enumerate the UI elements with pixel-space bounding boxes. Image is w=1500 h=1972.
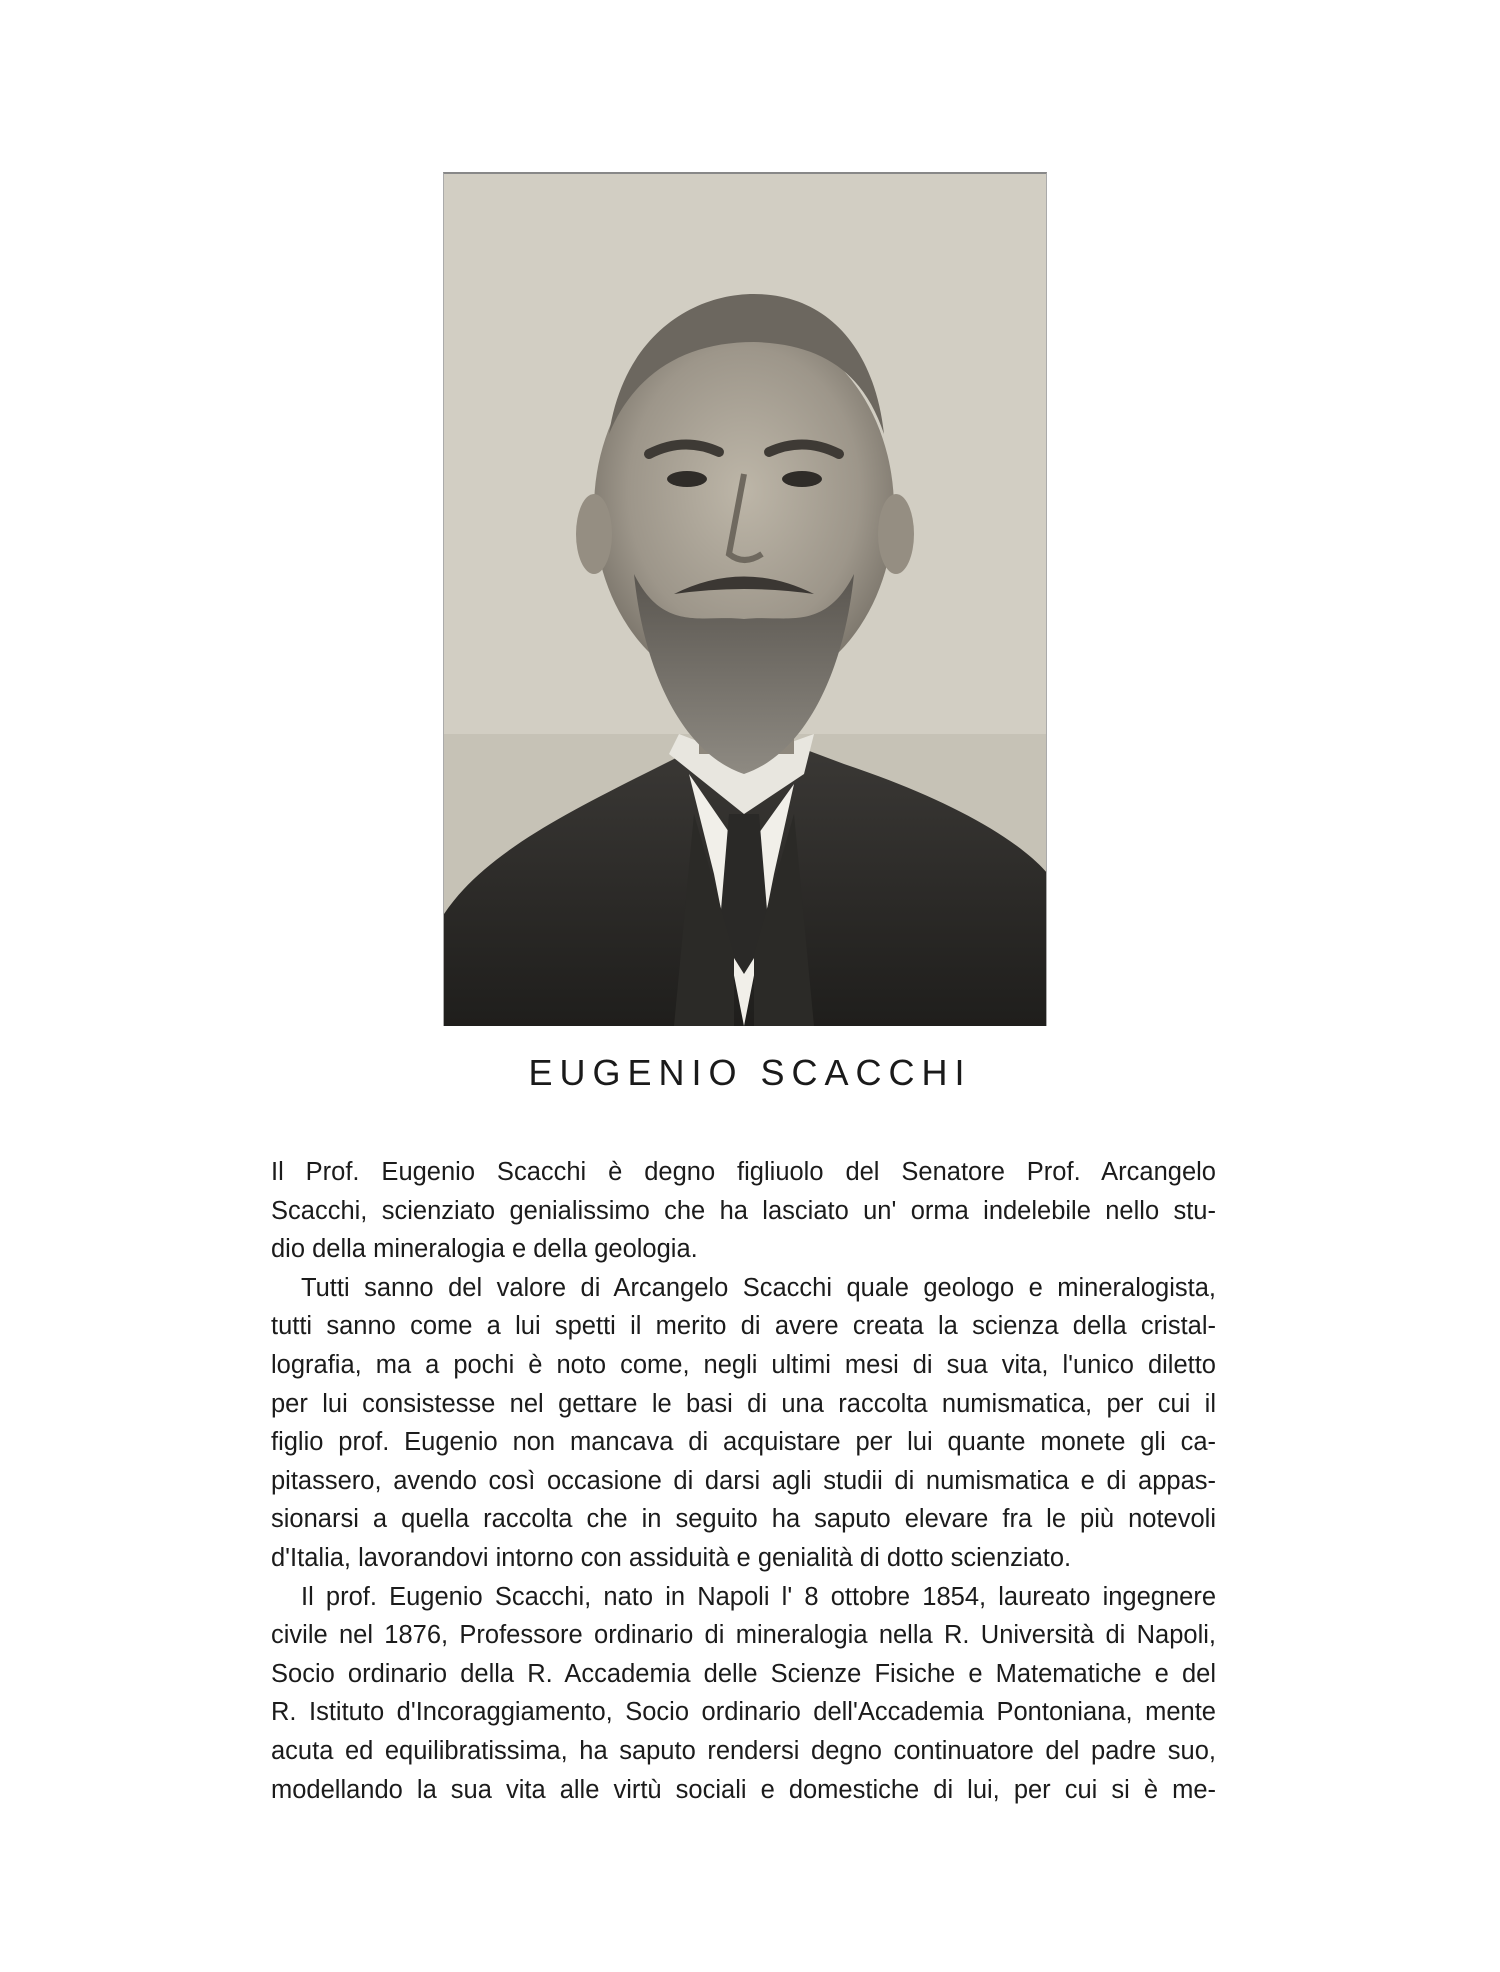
- text-line: pitassero, avendo così occasione di darsi agli studii di numismatica e di appas-: [271, 1466, 1216, 1495]
- text-line: modellando la sua vita alle virtù sociali e domestiche di lui, per cui si è me-: [271, 1775, 1216, 1804]
- text-line: R. Istituto d'Incoraggiamento, Socio ordinario dell'Accademia Pontoniana, mente: [271, 1698, 1216, 1727]
- paragraph-1: [271, 1153, 1216, 1269]
- text-line: acuta ed equilibratissima, ha saputo rendersi degno continuatore del padre suo,: [271, 1736, 1216, 1765]
- text-line: Scacchi, scienziato genialissimo che ha lasciato un' orma indelebile nello stu-: [271, 1196, 1216, 1225]
- text-line: sionarsi a quella raccolta che in seguito ha saputo elevare fra le più notevoli: [271, 1505, 1216, 1534]
- text-line: Il Prof. Eugenio Scacchi è degno figliuolo del Senatore Prof. Arcangelo: [271, 1158, 1216, 1186]
- text-line: dio della mineralogia e della geologia.: [271, 1235, 698, 1264]
- text-line: tutti sanno come a lui spetti il merito di avere creata la scienza della cristal-: [271, 1312, 1216, 1341]
- text-line: lografia, ma a pochi è noto come, negli ultimi mesi di sua vita, l'unico diletto: [271, 1350, 1216, 1379]
- text-line: Il prof. Eugenio Scacchi, nato in Napoli l' 8 ottobre 1854, laureato ingegnere: [301, 1582, 1216, 1611]
- text-line: per lui consistesse nel gettare le basi di una raccolta numismatica, per cui il: [271, 1389, 1216, 1418]
- text-line: d'Italia, lavorandovi intorno con assiduità e genialità di dotto scienziato.: [271, 1543, 1072, 1572]
- text-line: civile nel 1876, Professore ordinario di mineralogia nella R. Università di Napoli,: [271, 1621, 1216, 1650]
- text-line: figlio prof. Eugenio non mancava di acquistare per lui quante monete gli ca-: [271, 1428, 1216, 1457]
- portrait-caption: EUGENIO SCACCHI: [528, 1052, 972, 1093]
- paragraph-3: [271, 1578, 1216, 1810]
- text-line: Socio ordinario della R. Accademia delle Scienze Fisiche e Matematiche e del: [271, 1659, 1216, 1688]
- body-text: [271, 1153, 1216, 1809]
- text-line: Tutti sanno del valore di Arcangelo Scacchi quale geologo e mineralogista,: [301, 1273, 1216, 1302]
- paragraph-2: [271, 1269, 1216, 1578]
- portrait-photo: [443, 172, 1047, 1026]
